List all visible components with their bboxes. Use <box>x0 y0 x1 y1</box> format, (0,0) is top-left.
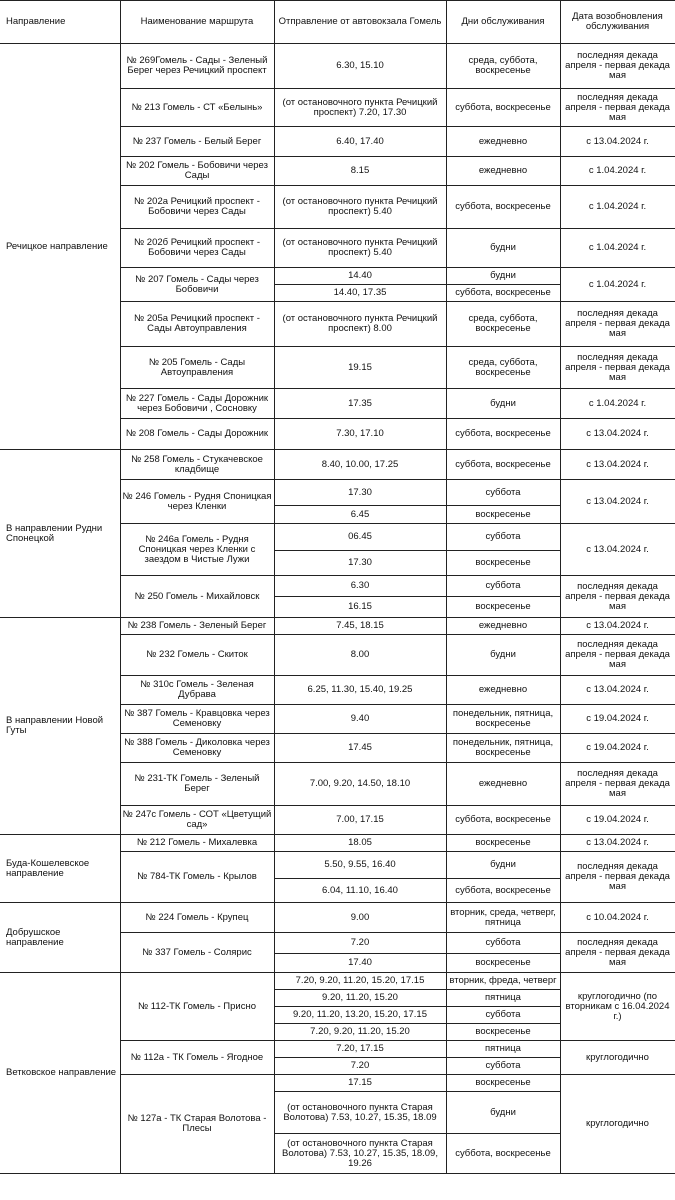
service-days: суббота <box>446 1007 560 1024</box>
service-days: воскресенье <box>446 551 560 576</box>
service-days: воскресенье <box>446 597 560 618</box>
departure-times: (от остановочного пункта Старая Волотова) 7.53, 10.27, 15.35, 18.09, 19.26 <box>274 1134 446 1174</box>
service-days: суббота, воскресенье <box>446 450 560 480</box>
service-days: вторник, фреда, четверг <box>446 973 560 990</box>
service-days: среда, суббота, воскресенье <box>446 44 560 89</box>
resume-date: с 13.04.2024 г. <box>560 676 675 705</box>
resume-date: с 13.04.2024 г. <box>560 524 675 576</box>
service-days: будни <box>446 268 560 285</box>
departure-times: 6.45 <box>274 506 446 524</box>
resume-date: с 13.04.2024 г. <box>560 450 675 480</box>
departure-times: (от остановочного пункта Старая Волотова) 7.53, 10.27, 15.35, 18.09 <box>274 1092 446 1134</box>
resume-date: круглогодично (по вторникам с 16.04.2024 г.) <box>560 973 675 1041</box>
service-days: понедельник, пятница, воскресенье <box>446 705 560 734</box>
service-days: понедельник, пятница, воскресенье <box>446 734 560 763</box>
departure-times: 8.15 <box>274 157 446 186</box>
departure-times: 17.30 <box>274 551 446 576</box>
header-resume: Дата возобновления обслуживания <box>560 1 675 44</box>
direction-cell: Буда-Кошелевское направление <box>0 835 120 903</box>
service-days: ежедневно <box>446 157 560 186</box>
departure-times: 14.40 <box>274 268 446 285</box>
resume-date: с 13.04.2024 г. <box>560 618 675 635</box>
departure-times: 6.04, 11.10, 16.40 <box>274 879 446 903</box>
departure-times: 7.20 <box>274 1058 446 1075</box>
route-name: № 127а - ТК Старая Волотова - Плесы <box>120 1075 274 1174</box>
resume-date: с 19.04.2024 г. <box>560 806 675 835</box>
resume-date: с 19.04.2024 г. <box>560 734 675 763</box>
service-days: пятница <box>446 990 560 1007</box>
service-days: воскресенье <box>446 954 560 973</box>
route-name: № 246а Гомель - Рудня Споницкая через Кленки с заездом в Чистые Лужи <box>120 524 274 576</box>
table-row <box>0 618 675 635</box>
route-name: № 247с Гомель - СОТ «Цветущий сад» <box>120 806 274 835</box>
service-days: суббота <box>446 933 560 954</box>
service-days: вторник, среда, четверг, пятница <box>446 903 560 933</box>
route-name: № 208 Гомель - Сады Дорожник <box>120 419 274 450</box>
service-days: пятница <box>446 1041 560 1058</box>
service-days: среда, суббота, воскресенье <box>446 302 560 347</box>
resume-date: с 1.04.2024 г. <box>560 229 675 268</box>
departure-times: (от остановочного пункта Речицкий проспект) 7.20, 17.30 <box>274 89 446 127</box>
route-name: № 337 Гомель - Солярис <box>120 933 274 973</box>
departure-times: 6.25, 11.30, 15.40, 19.25 <box>274 676 446 705</box>
route-name: № 212 Гомель - Михалевка <box>120 835 274 852</box>
resume-date: с 13.04.2024 г. <box>560 835 675 852</box>
departure-times: 7.20, 17.15 <box>274 1041 446 1058</box>
route-name: № 269Гомель - Сады - Зеленый Берег через Речицкий проспект <box>120 44 274 89</box>
table-row <box>0 44 675 89</box>
departure-times: (от остановочного пункта Речицкий проспект) 5.40 <box>274 229 446 268</box>
route-name: № 202 Гомель - Бобовичи через Сады <box>120 157 274 186</box>
departure-times: 7.00, 17.15 <box>274 806 446 835</box>
resume-date: с 1.04.2024 г. <box>560 157 675 186</box>
route-name: № 388 Гомель - Диколовка через Семеновку <box>120 734 274 763</box>
table-row <box>0 973 675 990</box>
departure-times: 7.20, 9.20, 11.20, 15.20 <box>274 1024 446 1041</box>
table-row <box>0 835 675 852</box>
departure-times: 17.30 <box>274 480 446 506</box>
route-name: № 202б Речицкий проспект - Бобовичи через Сады <box>120 229 274 268</box>
service-days: суббота, воскресенье <box>446 285 560 302</box>
service-days: будни <box>446 229 560 268</box>
departure-times: 14.40, 17.35 <box>274 285 446 302</box>
route-name: № 784-ТК Гомель - Крылов <box>120 852 274 903</box>
departure-times: 5.50, 9.55, 16.40 <box>274 852 446 879</box>
departure-times: 9.00 <box>274 903 446 933</box>
service-days: ежедневно <box>446 618 560 635</box>
route-name: № 202а Речицкий проспект - Бобовичи через Сады <box>120 186 274 229</box>
departure-times: 8.00 <box>274 635 446 676</box>
resume-date: последняя декада апреля - первая декада мая <box>560 763 675 806</box>
service-days: суббота, воскресенье <box>446 419 560 450</box>
resume-date: последняя декада апреля - первая декада мая <box>560 576 675 618</box>
departure-times: 06.45 <box>274 524 446 551</box>
service-days: суббота <box>446 524 560 551</box>
header-row <box>0 1 675 44</box>
departure-times: 9.20, 11.20, 13.20, 15.20, 17.15 <box>274 1007 446 1024</box>
service-days: ежедневно <box>446 763 560 806</box>
route-name: № 112а - ТК Гомель - Ягодное <box>120 1041 274 1075</box>
service-days: будни <box>446 389 560 419</box>
header-direction: Направление <box>0 1 120 44</box>
direction-cell: Добрушское направление <box>0 903 120 973</box>
service-days: ежедневно <box>446 127 560 157</box>
resume-date: с 1.04.2024 г. <box>560 389 675 419</box>
route-name: № 207 Гомель - Сады через Бобовичи <box>120 268 274 302</box>
departure-times: 17.45 <box>274 734 446 763</box>
departure-times: 6.30 <box>274 576 446 597</box>
resume-date: с 13.04.2024 г. <box>560 480 675 524</box>
service-days: воскресенье <box>446 1024 560 1041</box>
table-row <box>0 903 675 933</box>
service-days: суббота, воскресенье <box>446 89 560 127</box>
route-name: № 232 Гомель - Скиток <box>120 635 274 676</box>
table-row <box>0 450 675 480</box>
departure-times: (от остановочного пункта Речицкий проспект) 5.40 <box>274 186 446 229</box>
direction-cell: В направлении Новой Гуты <box>0 618 120 835</box>
service-days: суббота <box>446 1058 560 1075</box>
service-days: воскресенье <box>446 506 560 524</box>
resume-date: с 19.04.2024 г. <box>560 705 675 734</box>
departure-times: 17.40 <box>274 954 446 973</box>
direction-cell: Речицкое направление <box>0 44 120 450</box>
service-days: суббота, воскресенье <box>446 806 560 835</box>
direction-cell: Ветковское направление <box>0 973 120 1174</box>
resume-date: последняя декада апреля - первая декада мая <box>560 852 675 903</box>
route-name: № 258 Гомель - Стукачевское кладбище <box>120 450 274 480</box>
resume-date: круглогодично <box>560 1041 675 1075</box>
route-name: № 310с Гомель - Зеленая Дубрава <box>120 676 274 705</box>
service-days: суббота, воскресенье <box>446 1134 560 1174</box>
route-name: № 238 Гомель - Зеленый Берег <box>120 618 274 635</box>
resume-date: с 1.04.2024 г. <box>560 186 675 229</box>
route-name: № 387 Гомель - Кравцовка через Семеновку <box>120 705 274 734</box>
departure-times: 18.05 <box>274 835 446 852</box>
departure-times: 7.20, 9.20, 11.20, 15.20, 17.15 <box>274 973 446 990</box>
departure-times: 7.20 <box>274 933 446 954</box>
service-days: суббота <box>446 576 560 597</box>
header-days: Дни обслуживания <box>446 1 560 44</box>
service-days: воскресенье <box>446 835 560 852</box>
route-name: № 205 Гомель - Сады Автоуправления <box>120 347 274 389</box>
resume-date: последняя декада апреля - первая декада мая <box>560 933 675 973</box>
resume-date: с 10.04.2024 г. <box>560 903 675 933</box>
route-name: № 112-ТК Гомель - Присно <box>120 973 274 1041</box>
service-days: будни <box>446 635 560 676</box>
route-name: № 227 Гомель - Сады Дорожник через Бобовичи , Сосновку <box>120 389 274 419</box>
route-name: № 231-ТК Гомель - Зеленый Берег <box>120 763 274 806</box>
resume-date: последняя декада апреля - первая декада мая <box>560 89 675 127</box>
departure-times: 6.40, 17.40 <box>274 127 446 157</box>
resume-date: с 1.04.2024 г. <box>560 268 675 302</box>
resume-date: последняя декада апреля - первая декада мая <box>560 44 675 89</box>
departure-times: 16.15 <box>274 597 446 618</box>
service-days: суббота, воскресенье <box>446 186 560 229</box>
departure-times: 6.30, 15.10 <box>274 44 446 89</box>
service-days: суббота <box>446 480 560 506</box>
resume-date: с 13.04.2024 г. <box>560 419 675 450</box>
service-days: будни <box>446 852 560 879</box>
resume-date: круглогодично <box>560 1075 675 1174</box>
route-name: № 237 Гомель - Белый Берег <box>120 127 274 157</box>
route-name: № 213 Гомель - СТ «Белынь» <box>120 89 274 127</box>
service-days: будни <box>446 1092 560 1134</box>
departure-times: 7.00, 9.20, 14.50, 18.10 <box>274 763 446 806</box>
service-days: ежедневно <box>446 676 560 705</box>
departure-times: 7.45, 18.15 <box>274 618 446 635</box>
service-days: среда, суббота, воскресенье <box>446 347 560 389</box>
route-name: № 250 Гомель - Михайловск <box>120 576 274 618</box>
header-route: Наименование маршрута <box>120 1 274 44</box>
service-days: суббота, воскресенье <box>446 879 560 903</box>
departure-times: 8.40, 10.00, 17.25 <box>274 450 446 480</box>
departure-times: 7.30, 17.10 <box>274 419 446 450</box>
departure-times: 17.15 <box>274 1075 446 1092</box>
resume-date: последняя декада апреля - первая декада мая <box>560 347 675 389</box>
service-days: воскресенье <box>446 1075 560 1092</box>
departure-times: (от остановочного пункта Речицкий проспект) 8.00 <box>274 302 446 347</box>
route-name: № 205а Речицкий проспект - Сады Автоуправления <box>120 302 274 347</box>
departure-times: 9.20, 11.20, 15.20 <box>274 990 446 1007</box>
header-departure: Отправление от автовокзала Гомель <box>274 1 446 44</box>
resume-date: последняя декада апреля - первая декада мая <box>560 635 675 676</box>
departure-times: 17.35 <box>274 389 446 419</box>
departure-times: 9.40 <box>274 705 446 734</box>
direction-cell: В направлении Рудни Спонецкой <box>0 450 120 618</box>
route-name: № 246 Гомель - Рудня Споницкая через Кленки <box>120 480 274 524</box>
resume-date: с 13.04.2024 г. <box>560 127 675 157</box>
resume-date: последняя декада апреля - первая декада мая <box>560 302 675 347</box>
departure-times: 19.15 <box>274 347 446 389</box>
route-name: № 224 Гомель - Крупец <box>120 903 274 933</box>
